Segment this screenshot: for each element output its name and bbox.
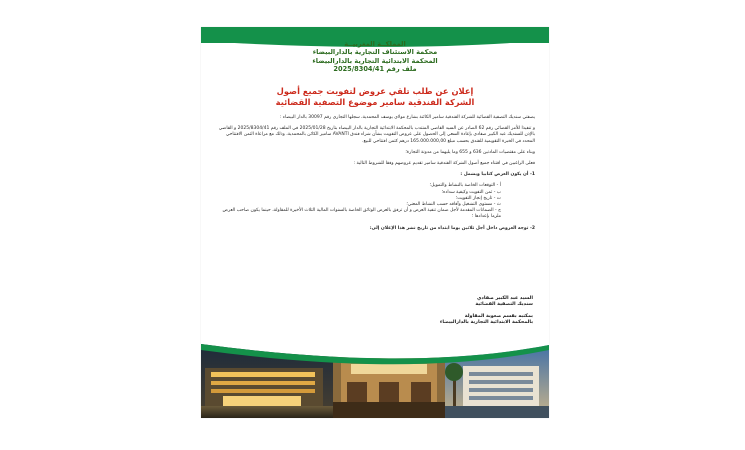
title-line-2: الشركة الفندقية سامير موضوع التصفية القضائية (275, 97, 475, 107)
list-item: ت - تاريخ إنجاز التفويت؛ (455, 195, 501, 201)
list-item: ب - ثمن التفويت وكيفية سداده؛ (441, 189, 501, 195)
announcement-title (213, 86, 537, 108)
hotel-photos-strip (201, 342, 549, 418)
appeal-court-line: محكمة الاستئناف التجارية بالدارالبيضاء (312, 48, 438, 57)
signature-block (440, 296, 533, 327)
body-paragraph-invitation: فعلى الراغبين في اقتناء جميع أصول الشركة الفندقية سامير تقديم عروضهم وفقا للشروط التالية : (353, 161, 535, 167)
condition-list (215, 183, 535, 220)
list-item: أ - التوقعات الخاصة بالنشاط والتمويل؛ (429, 183, 501, 189)
announcement-body (215, 115, 535, 237)
body-paragraph-intro: يصفتي سنديك التصفية القضائية للشركة الفندقية سامير الكائنة بشارع مولاي يوسف المحمدية، سجلها التجاري رقم 30097 بالدار البيضاء : (279, 115, 535, 120)
list-item: ج - الضمانات المقدمة لأجل ضمان تنفيذ العرض و أن ترفق بالعرض الوثائق الخاصة بالسنوات المالية الثلاث الأخيرة للمقاولة، حينما يكون صاحب العرض ملزما بإعدادها ؛ (222, 208, 501, 220)
file-number-line: ملف رقم 2025/8304/41 (333, 65, 417, 74)
condition-2-heading: 2- توجه العروض داخل أجل ثلاثين يوما ابتداء من تاريخ نشر هذا الإعلان إلى: (369, 225, 535, 231)
signatory-role: سنديك التصفية القضائية (475, 302, 533, 308)
condition-1-heading: 1- أن يكون العرض كتابيا ويشمل : (460, 172, 535, 178)
list-item: ث - مستوى التشغيل وآفاقه حسب النشاط المعني؛ (406, 202, 501, 208)
kingdom-line: المملكــة المغربيــة (344, 40, 406, 48)
office-note-line-1: بمكتبه بقسم صعوبة المقاولة (464, 313, 533, 319)
hotel-photos-image (201, 342, 549, 418)
commercial-court-line: المحكمة الابتدائية التجارية بالدارالبيضاء (312, 56, 438, 65)
announcement-document (201, 27, 549, 418)
office-note-line-2: بالمحكمة الابتدائية التجارية بالدارالبيضاء (439, 320, 533, 326)
body-paragraph-order: و تنفيذا للأمر القضائي رقم 62 الصادر عن السيد القاضي المنتدب بالمحكمة الابتدائية التجارية بالدار البيضاء بتاريخ 2025/01/28 في الملف رقم 2025/8304/41 و القاضي بالإذن للسنديك عبد الكبير صفادي بإعادة السعي إلى الحصول على عروض التفويت بشأن شراء فندق AVANTI سامير الكائن بالمحمدية، وذلك مع مراعاة الثمن الافتتاحي المحدد في الخبرة التقويمية للفندق بحسب مبلغ 165.000.000,00 درهم كثمن افتتاحي للبيع. (218, 126, 535, 144)
title-line-1: إعلان عن طلب تلقي عروض لتفويت جميع أصول (276, 86, 474, 96)
signatory-name: السيد عبد الكبير صفادي (477, 296, 533, 301)
court-header (213, 40, 537, 74)
body-paragraph-legal-basis: وبناء على مقتضيات المادتين 636 و 655 وما يليهما من مدونة التجارة؛ (405, 149, 535, 155)
